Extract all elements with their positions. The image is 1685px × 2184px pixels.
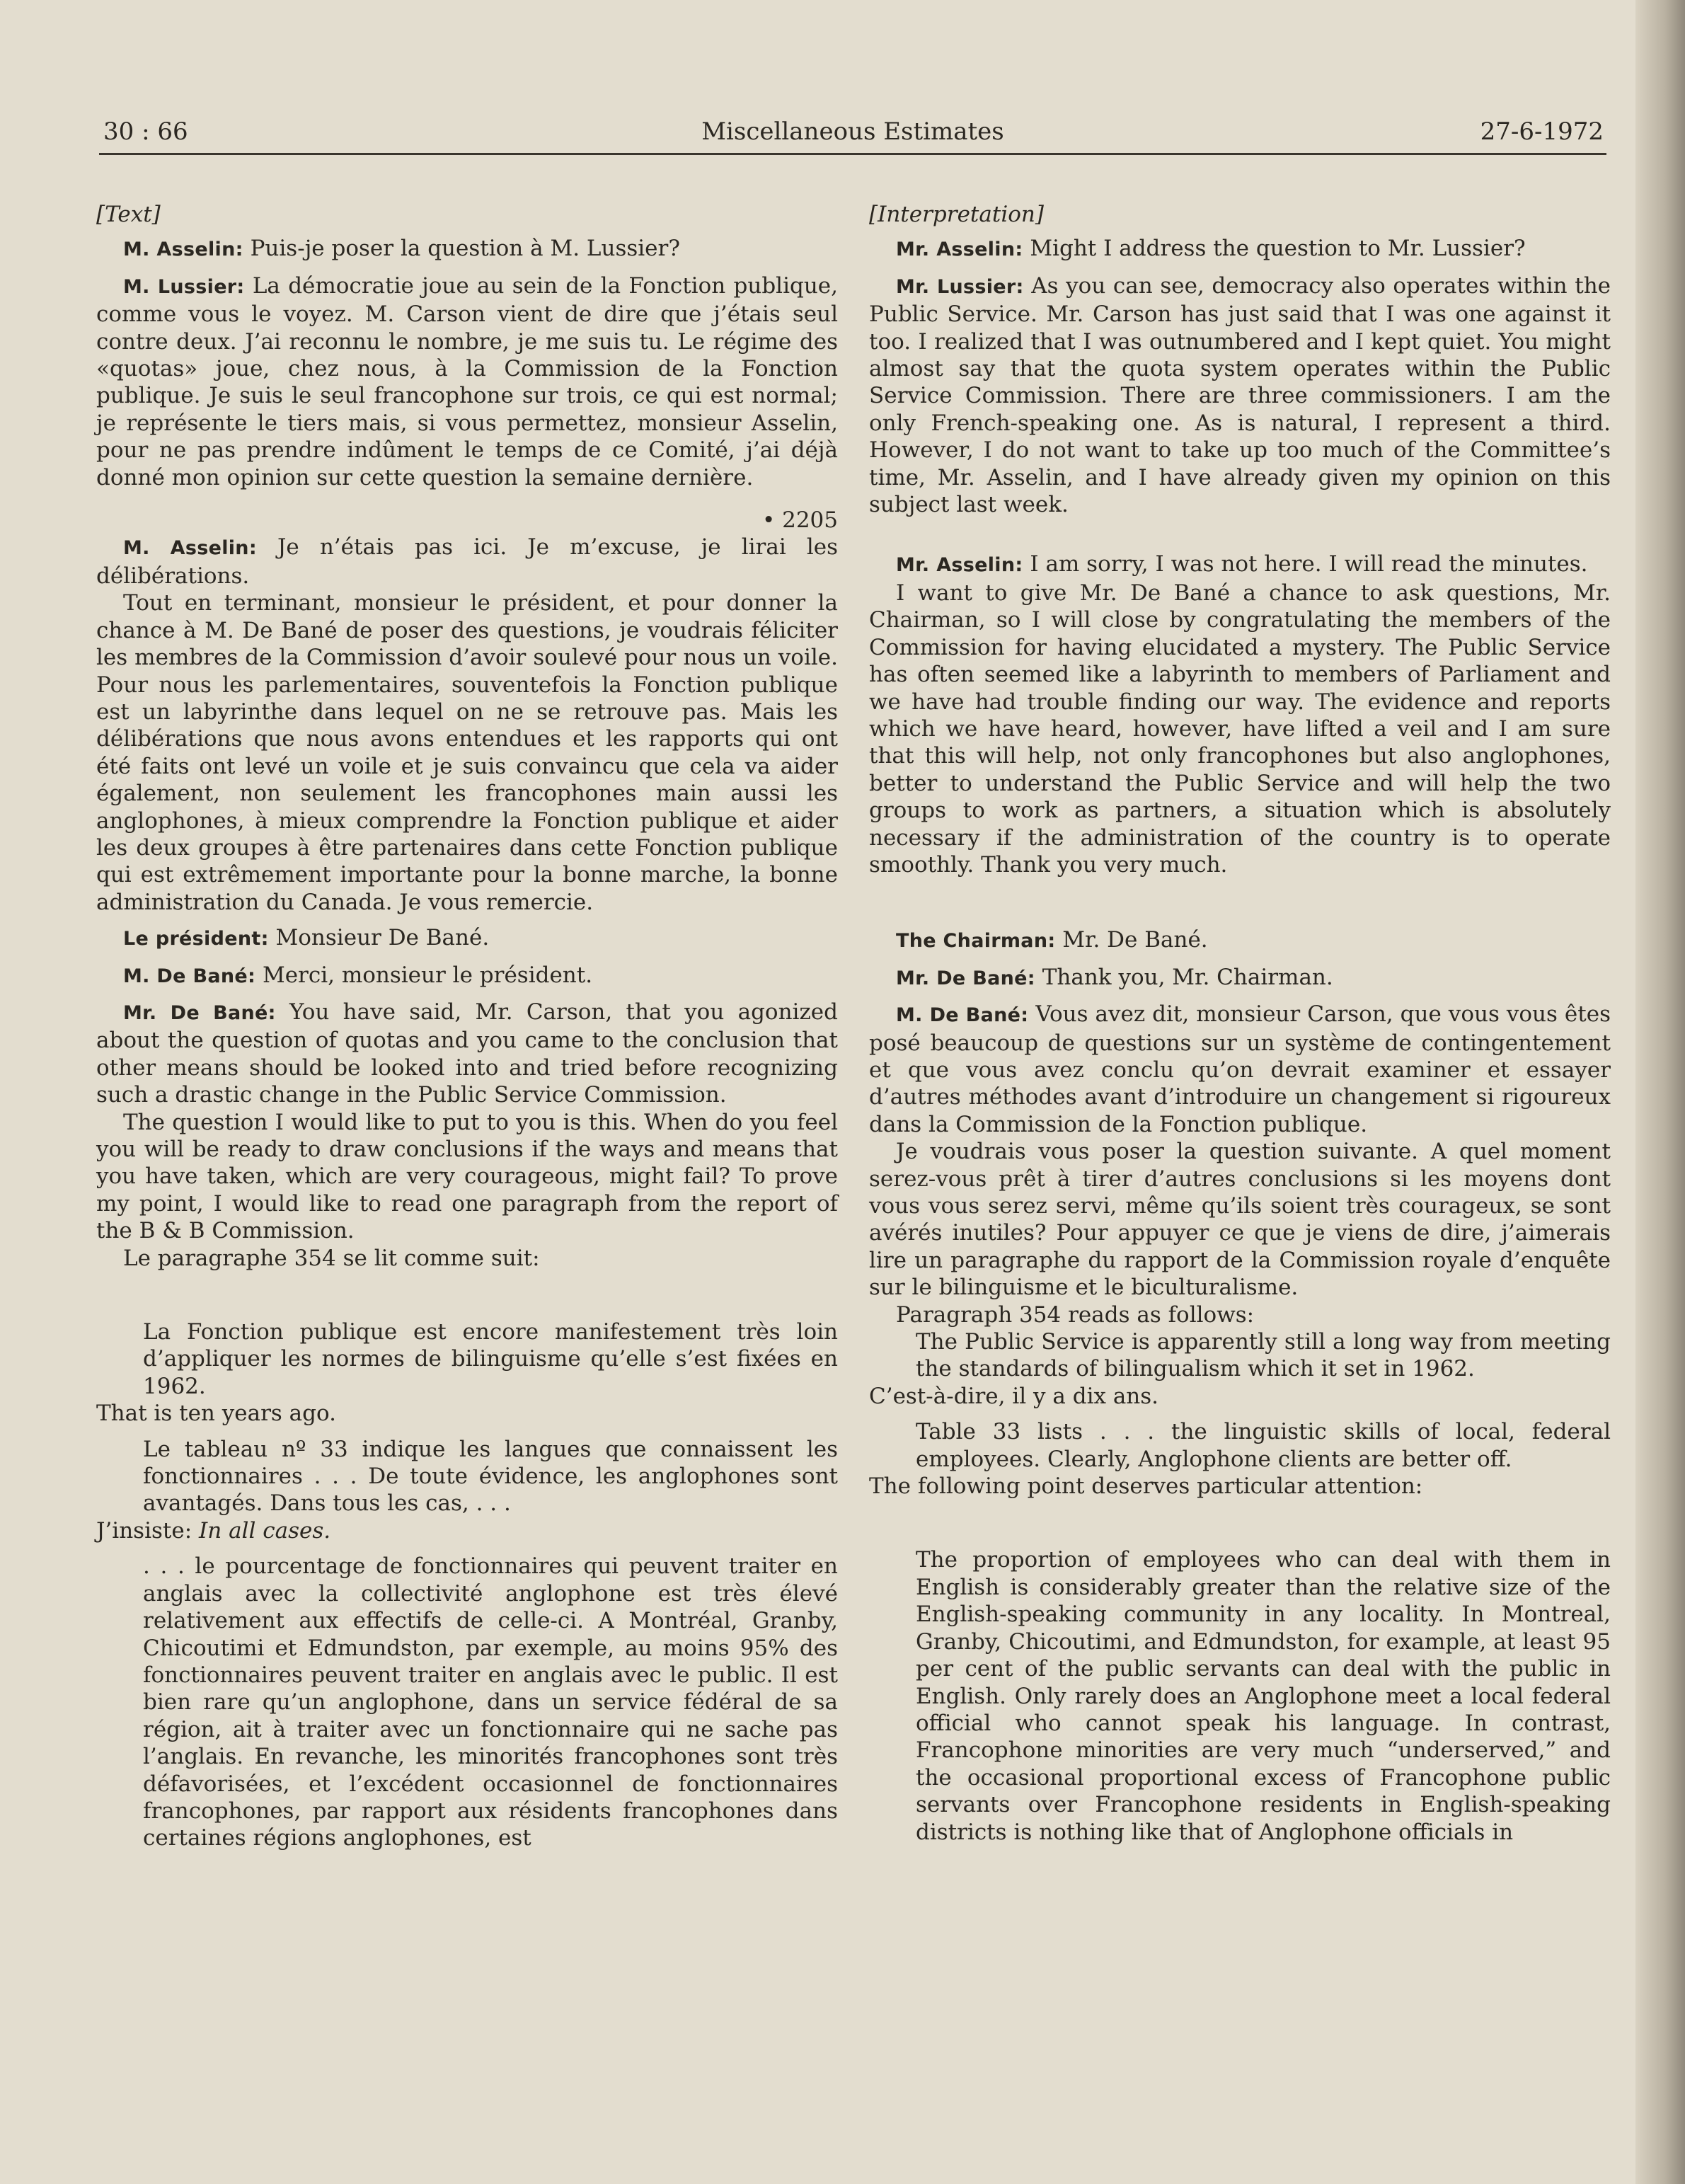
paragraph	[96, 534, 838, 590]
header-date: 27-6-1972	[1480, 117, 1604, 146]
speaker-name: Mr. De Bané:	[896, 967, 1035, 989]
speaker-name: M. Lussier:	[123, 275, 245, 298]
speaker-name: M. Asselin:	[123, 537, 257, 560]
speech-text: Merci, monsieur le président.	[255, 962, 593, 988]
emphasis-text: In all cases.	[199, 1517, 331, 1544]
paragraph	[96, 999, 838, 1109]
running-header	[99, 113, 1606, 155]
paragraph: I want to give Mr. De Bané a chance to ask questions, Mr. Chairman, so I will close by congratulating the members of the Commission for having elucidated a mystery. The Public Service has often seemed like a labyrinth to members of Parliament and we have had trouble finding our way. The evidence and reports which we have heard, however, have lifted a veil and I am sure that this will help, not only francophones but also anglophones, better to understand the Public Service and will help the two groups to work as partners, a situation which is absolutely necessary if the administration of the country is to operate smoothly. Thank you very much.	[869, 580, 1611, 878]
speaker-name: Mr. Asselin:	[896, 554, 1023, 577]
interjection: C’est-à-dire, il y a dix ans.	[869, 1383, 1159, 1409]
speaker-name: Mr. Asselin:	[896, 238, 1023, 261]
paragraph: Je voudrais vous poser la question suivante. A quel moment serez-vous prêt à tirer d’autres conclusions si les moyens dont vous vous serez servi, même qu’ils soient très courageux, se sont avérés inutiles? Pour appuyer ce que je viens de dire, j’aimerais lire un paragraphe du rapport de la Commission royale d’enquête sur le bilinguisme et le biculturalisme.	[869, 1139, 1611, 1301]
interjection-text: J’insiste:	[96, 1517, 199, 1544]
spacer	[869, 518, 1611, 551]
speaker-name: Mr. De Bané:	[123, 1001, 276, 1024]
speaker-name: Le président:	[123, 928, 269, 950]
speech-text: La démocratie joue au sein de la Fonction publique, comme vous le voyez. M. Carson vient de dire que j’étais seul contre deux. J’ai reconnu le nombre, je me suis tu. Le régime des «quotas» joue, chez nous, à la Commission de la Fonction publique. Je suis le seul francophone sur trois, ce qui est normal; je représente le tiers mais, si vous permettez, monsieur Asselin, pour ne pas prendre indûment le temps de ce Comité, j’ai déjà donné mon opinion sur cette question la semaine dernière.	[96, 272, 839, 490]
speech-text: Mr. De Bané.	[1055, 927, 1208, 953]
speech-text: Thank you, Mr. Chairman.	[1035, 964, 1333, 990]
speaker-name: The Chairman:	[896, 930, 1056, 953]
block-quote: La Fonction publique est encore manifestement très loin d’appliquer les normes de bilinguisme qu’elle s’est fixées en 1962.	[143, 1319, 838, 1399]
paragraph	[869, 964, 1611, 992]
paragraph	[869, 551, 1611, 579]
publication-title: Miscellaneous Estimates	[701, 117, 1004, 146]
speech-text: I am sorry, I was not here. I will read the minutes.	[1023, 551, 1588, 577]
speaker-name: M. De Bané:	[896, 1004, 1029, 1027]
speaker-name: M. Asselin:	[123, 238, 243, 261]
section-label: [Interpretation]	[869, 202, 1044, 227]
paragraph	[869, 1001, 1611, 1138]
speech-text: Might I address the question to Mr. Lussier?	[1023, 236, 1526, 262]
paragraph: The question I would like to put to you is this. When do you feel you will be ready to draw conclusions if the ways and means that you have taken, which are very courageous, might fail? To prove my point, I would like to read one paragraph from the report of the B & B Commission.	[96, 1109, 838, 1244]
speech-text: Puis-je poser la question à M. Lussier?	[243, 236, 680, 262]
block-quote: The Public Service is apparently still a long way from meeting the standards of bilingualism which it set in 1962.	[916, 1329, 1611, 1382]
speech-text: Je n’étais pas ici. Je m’excuse, je lirai les délibérations.	[96, 534, 838, 589]
page-edge-shadow	[1635, 0, 1685, 2184]
paragraph: Tout en terminant, monsieur le président, et pour donner la chance à M. De Bané de poser des questions, je voudrais féliciter les membres de la Commission d’avoir soulevé pour nous un voile. Pour nous les parlementaires, souventefois la Fonction publique est un labyrinthe dans lequel on ne se retrouve pas. Mais les délibérations que nous avons entendues et les rapports qui ont été faits ont levé un voile et je suis convaincu que cela va aider également, non seulement les francophones main aussi les anglophones, à mieux comprendre la Fonction publique et aider les deux groupes à être partenaires dans cette Fonction publique qui est extrêmement importante pour la bonne marche, la bonne administration du Canada. Je vous remercie.	[96, 590, 838, 915]
block-quote: Table 33 lists . . . the linguistic skills of local, federal employees. Clearly, Anglophone clients are better off.	[916, 1419, 1611, 1472]
time-marker: • 2205	[761, 507, 838, 534]
paragraph: Paragraph 354 reads as follows:	[896, 1301, 1255, 1328]
speech-text: You have said, Mr. Carson, that you agonized about the question of quotas and you came to the conclusion that other means should be looked into and tried before recognizing such a drastic change in the Public Service Commission.	[96, 999, 838, 1108]
paragraph	[869, 235, 1611, 263]
paragraph	[96, 272, 838, 491]
paragraph: Le paragraphe 354 se lit comme suit:	[123, 1245, 540, 1271]
spacer	[869, 878, 1611, 926]
speech-text: As you can see, democracy also operates within the Public Service. Mr. Carson has just said that I was one against it too. I realized that I was outnumbered and I kept quiet. You might almost say that the quota system operates within the Public Service Commission. There are three commissioners. I am the only French-speaking one. As is natural, I represent a third. However, I do not want to take up too much of the Committee’s time, Mr. Asselin, and I have already given my opinion on this subject last week.	[869, 272, 1611, 518]
interjection	[96, 1517, 838, 1544]
block-quote: Le tableau nº 33 indique les langues que connaissent les fonctionnaires . . . De toute évidence, les anglophones sont avantagés. Dans tous les cas, . . .	[143, 1436, 838, 1517]
paragraph	[96, 962, 838, 990]
interjection: The following point deserves particular attention:	[869, 1473, 1423, 1500]
block-quote: The proportion of employees who can deal with them in English is considerably greater than the relative size of the English-speaking community in any locality. In Montreal, Granby, Chicoutimi, and Edmundston, for example, at least 95 per cent of the public servants can deal with the public in English. Only rarely does an Anglophone meet a local federal official who cannot speak his language. In contrast, Francophone minorities are very much “underserved,” and the occasional proportional excess of Francophone public servants over Francophone residents in English-speaking districts is nothing like that of Anglophone officials in	[916, 1547, 1611, 1845]
speaker-name: M. De Bané:	[123, 965, 256, 987]
interjection: That is ten years ago.	[96, 1401, 336, 1427]
section-label: [Text]	[96, 202, 161, 227]
paragraph	[96, 924, 838, 953]
right-column-english-interpretation	[869, 201, 1611, 1846]
left-column-french-text	[96, 201, 838, 1852]
paragraph	[869, 272, 1611, 519]
speech-text: Vous avez dit, monsieur Carson, que vous vous êtes posé beaucoup de questions sur un système de contingentement et que vous avez conclu qu’on devrait examiner et essayer d’autres méthodes avant d’introduire un changement si rigoureux dans la Commission de la Fonction publique.	[869, 1001, 1611, 1137]
page-number: 30 : 66	[103, 117, 188, 146]
paragraph	[869, 926, 1611, 955]
speaker-name: Mr. Lussier:	[896, 275, 1024, 298]
block-quote: . . . le pourcentage de fonctionnaires qui peuvent traiter en anglais avec la collectivité anglophone est très élevé relativement aux effectifs de celle-ci. A Montréal, Granby, Chicoutimi et Edmundston, par exemple, au moins 95% des fonctionnaires peuvent traiter en anglais avec le public. Il est bien rare qu’un anglophone, dans un service fédéral de sa région, ait à traiter avec un fonctionnaire qui ne sache pas l’anglais. En revanche, les minorités francophones sont très défavorisées, et l’excédent occasionnel de fonctionnaires francophones, par rapport aux résidents francophones dans certaines régions anglophones, est	[143, 1553, 838, 1851]
speech-text: Monsieur De Bané.	[268, 925, 490, 951]
paragraph	[96, 235, 838, 263]
